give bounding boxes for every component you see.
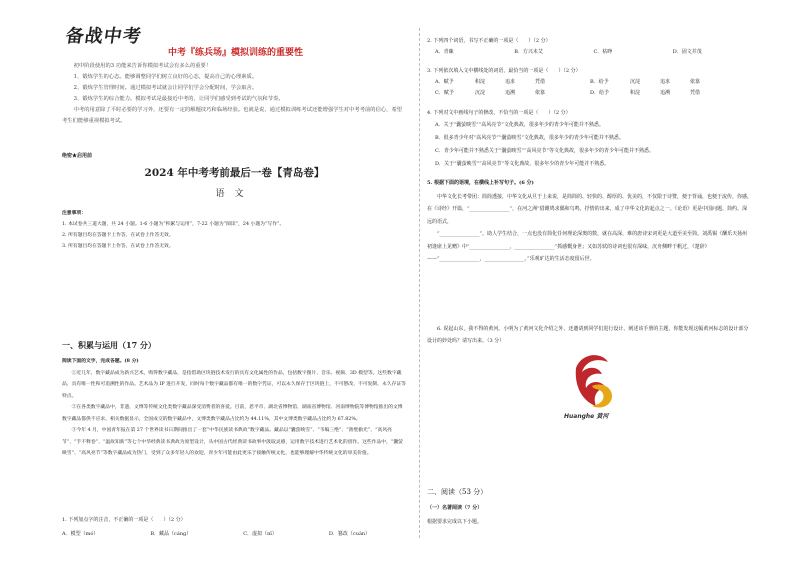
option: B．很多青少年对“高风亮节”“囊萤映雪”文化典故，很多年少的青少年可能并不熟悉。 <box>435 135 624 141</box>
option-word: 沉淀 <box>630 79 641 85</box>
option-word: 依靠 <box>535 90 546 96</box>
option-word: 积淀 <box>475 79 486 85</box>
option: D．关于“囊萤映雪”“高风亮节”等文化典故，很多年少的青少年可能并不熟悉。 <box>435 161 610 167</box>
section-heading-1: 一、积累与运用（17 分） <box>62 340 156 350</box>
option-row <box>427 77 752 88</box>
option: A．关于“囊萤映雪”“高风亮节”文化典故，很多年少的青少年可能并不熟悉。 <box>435 122 604 128</box>
option: C．枯睁 <box>593 49 613 55</box>
emblem-red-stroke <box>576 355 608 406</box>
option: D．篡改（cuàn） <box>328 531 371 537</box>
option: A．模型（mó） <box>62 531 99 537</box>
option-word: 追溯 <box>505 90 516 96</box>
exam-page <box>62 18 752 548</box>
secret-mark: 绝密★启用前 <box>62 153 93 159</box>
passage-para: ②在各类数字藏品中，非遗、文博等传统文化类数字藏品深受消费者的喜爱。目前，恩平市、湖北省博物馆、湖南省博物馆、河南博物院等博物馆推出的文博数字藏品都供不应求。相关数据显示，全国成交的数字藏品中，文博类数字藏品占比约为 44.11%，其中文博类数字藏品占比约为 67.82%。 <box>62 405 403 422</box>
option-word: 依靠 <box>690 79 701 85</box>
option: C．青少年可能并不熟悉关于“囊萤映雪”“高风亮节”等文化典故，很多年少的青少年可能并不熟悉。 <box>435 148 655 154</box>
option-word: 凭借 <box>690 90 701 96</box>
intro-line: 3、锻炼学生的综合能力。模拟考试是最接近中考的，让同学们感受到考试的气氛和节奏。 <box>73 96 284 102</box>
subsection-heading: （一）名著阅读（7 分） <box>427 505 483 511</box>
emblem-caption: Huanghe 黄河 <box>564 413 609 420</box>
question-stem: 1. 下列加点字的注音，不正确的一项是（ ）（2 分） <box>62 517 186 523</box>
passage-lead: 阅读下面的文字，完成各题。(8 分) <box>62 358 139 364</box>
intro-line: 2、锻炼学生管理时间。通过模拟考试就会让同学们学会分配时间，学会取舍。 <box>73 85 258 91</box>
subsection-note: 根据要求完成以下小题。 <box>427 519 483 525</box>
option-row <box>427 88 752 99</box>
option-word: D．给予 <box>590 90 610 96</box>
notes-block <box>62 208 407 252</box>
option-word: C．赋予 <box>435 90 454 96</box>
question-6 <box>427 323 752 348</box>
option-word: 积淀 <box>630 90 641 96</box>
option-word: 追求 <box>660 79 671 85</box>
option: B．藏品（cáng） <box>150 531 192 537</box>
question-stem: 3. 下列依次填入文中横线处的词语，最恰当的一项是（ ）（2 分） <box>427 68 581 74</box>
notes-heading: 注意事项： <box>62 210 86 216</box>
option-word: 追求 <box>505 79 516 85</box>
logo <box>62 18 148 52</box>
promo-title: 中考『练兵场』模拟训练的重要性 <box>168 48 304 58</box>
option-word: A．赋予 <box>435 79 454 85</box>
option-word: 追溯 <box>660 90 671 96</box>
huanghe-emblem <box>562 348 622 420</box>
passage-para: ③今年 4 月，中国青年报在第 27 个世界读书日期间推出了一套“中华民族读书典故”数字藏品。藏品以“囊萤映雪”、“韦编三绝”、“凿壁偷光”、“高风亮节”、“手不释卷”、“温故知新”等七个中华经典读书典故为原型设计，从中国古代经典读书故事中汲取灵感，运用数字技术进行艺术化的创作。这些作品中，“囊萤映雪”、“高风亮节”等数字藏品成为热门，受到了众多年轻人的欢迎，青少年可能由此更乐于接触传统文化，也能够理解中华传统文化的审美价值。 <box>62 428 403 456</box>
question-stem: 4. 下列对文中画线句子的修改，不恰当的一项是（ ）（2 分） <box>427 110 571 116</box>
intro-line: 1、锻炼学生的心态。能够调整同学们树立良好的心态，提高自己的心理素质。 <box>73 74 258 80</box>
column-divider <box>419 28 420 538</box>
option: D．固文并茂 <box>672 49 702 55</box>
question-1 <box>62 515 407 540</box>
subject-title: 语文 <box>215 189 254 199</box>
intro-block <box>62 61 407 127</box>
option-word: 沉淀 <box>475 90 486 96</box>
exam-title: 2024 年中考考前最后一卷【青岛卷】 <box>144 167 325 179</box>
intro-line: 初中阶段使用的3 功能来告诉你模拟考试会有多么的重要！ <box>73 63 212 69</box>
logo-text: 备战中考 <box>64 26 144 47</box>
note-item: 2. 所有题目均在答题卡上作答，在试卷上作答无效。 <box>62 233 174 238</box>
option: B．方兴未艾 <box>514 49 543 55</box>
intro-line: 中考的用意除了平时必要的学习外，还要有一定的解题技巧和临场经验。也就是说，通过模拟训练考试还能增强学生对中考考前的信心，希望考生们能够重视模拟考试。 <box>62 107 403 124</box>
option: C．虚拟（nǐ） <box>243 531 277 537</box>
note-item: 1. 本试卷共三道大题，共 24 小题。1-6 小题为“积累与运用”，7-22 小题为“阅读”，24 小题为“写作”。 <box>62 222 285 227</box>
question-para: “________________”。助人学生结合，一点也没有简化任何理论深奥的数，就在高深，难的唐诗宋词更是大道至美至简。刘禹锡《酬乐天扬州初逢席上见赠》中“________________，________________”抓感慨身世；又如苏轼的诗词也很有深味，沉舟侧畔千帆过，《楚辞》——“________________，________________。”乐观旷达的生活态度留后世。 <box>427 231 748 263</box>
reading-passage <box>62 356 407 460</box>
question-3 <box>427 66 752 99</box>
option-word: 凭借 <box>535 79 546 85</box>
question-5-body <box>427 191 752 265</box>
question-4 <box>427 108 752 171</box>
question-stem: 6. 说起山东，我不得的黄河。小明为了黄河文化介绍之外，还邀请到同学们进行设计、阐述该手册的主题，你能发现这幅黄河标志的设计部分设计的妙处吗？请写出来。（3 分） <box>427 326 749 345</box>
question-5-stem: 5. 根据下面的语境，在横线上补写句子。(6 分) <box>427 180 534 186</box>
option: A．青睐 <box>435 49 454 55</box>
question-para: 中华文化长考带团：简简透接，中华文化从旦于上来说，是简简的、轻快的、醇厚的、优美的，不仅限于诗赞，便于背诵，也便于流传，你感，在《诗经》开篇，“________________”，在河之洲”借雎鸠求偶和鸟鸣，抒情的出来，成了中华文化的起点之一。《论语》更是中国问题、简约、深远的语式， <box>427 194 753 225</box>
question-2 <box>427 36 752 58</box>
passage-para: ①近几年，数字藏品成为新兴艺术。购得数字藏品，是指借助区块链技术发行的具有文化属性的作品，包括数字图片、音乐、视频、3D 模型等。这些数字藏品，具有唯一性和可追溯性的作品。艺术品为 IP 进行开发，同时每个数字藏品都有唯一的数字凭证，可以永久保存于区块链上，不可篡改、不可复制、永久存证等特点。 <box>62 370 406 399</box>
note-item: 3. 所有题目均在答题卡上作答，在试卷上作答无效。 <box>62 244 174 249</box>
option-word: B．给予 <box>590 79 609 85</box>
section-heading-2: 二、阅读（53 分） <box>427 488 488 496</box>
question-stem: 2. 下列四个词语，书写不正确的一项是（ ）（2 分） <box>427 38 551 44</box>
